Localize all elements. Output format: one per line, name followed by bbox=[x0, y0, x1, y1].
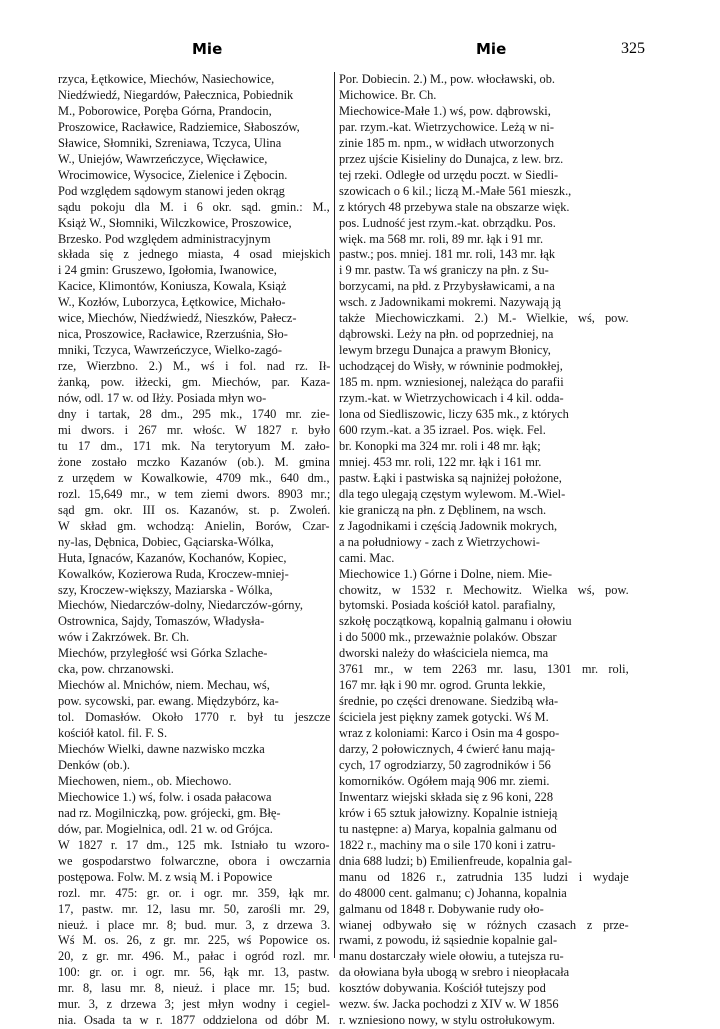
left-guide-word: Mie bbox=[192, 40, 223, 58]
text-line: dny i tartak, 28 dm., 295 mk., 1740 mr. zie- bbox=[58, 407, 330, 422]
text-line: Wrocimowice, Wysocice, Zielenice i Zębocin. bbox=[58, 167, 288, 182]
text-line: uchodzącej do Wisły, w równinie podmokłej, bbox=[339, 359, 563, 374]
text-line: rwami, z powodu, iż sąsiednie kopalnie gal- bbox=[339, 933, 558, 948]
text-line: średnie, po części drenowane. Siedzibą wła- bbox=[339, 694, 559, 709]
text-line: wianej odbywało się w różnych czasach z prze- bbox=[339, 917, 629, 932]
text-line: składa się z jednego miasta, 4 osad miejskich bbox=[58, 247, 331, 262]
text-line: Inwentarz wiejski składa się z 96 koni, 228 bbox=[339, 789, 554, 804]
text-line: manu dostarczały wiele ołowiu, a tutejsza ru- bbox=[339, 949, 564, 964]
text-line: pos. Ludność jest rzym.-kat. obrządku. Pos. bbox=[339, 215, 556, 230]
running-head bbox=[62, 40, 645, 60]
text-line: Denków (ob.). bbox=[58, 757, 130, 772]
text-line: Proszowice, Racławice, Radziemice, Słaboszów, bbox=[58, 119, 300, 134]
text-line: tu następne: a) Marya, kopalnia galmanu od bbox=[339, 821, 557, 836]
text-line: we gospodarstwo folwarczne, obora i owczarnia bbox=[58, 853, 331, 868]
text-line: nia. Osada ta w r. 1877 oddzielona od dóbr M. bbox=[58, 1013, 330, 1028]
text-line: a na południowy - zach z Wietrzychowi- bbox=[339, 534, 540, 549]
text-line: kie graniczą na płn. z Dęblinem, na wsch. bbox=[339, 502, 547, 517]
text-line: krów i 65 sztuk jałowizny. Kopalnie istnieją bbox=[339, 805, 558, 820]
page-number: 325 bbox=[621, 40, 645, 57]
text-line: dąbrowski. Leży na płn. od poprzedniej, na bbox=[339, 327, 554, 342]
text-line: tu 17 dm., 171 mk. Na terytoryum M. zało- bbox=[58, 438, 330, 453]
text-line: dworski należy do właściciela niemca, ma bbox=[339, 646, 549, 661]
right-column bbox=[339, 72, 629, 1029]
text-line: 3761 mr., w tem 2263 mr. lasu, 1301 mr. roli, bbox=[339, 662, 629, 677]
text-line: wezw. św. Jacka pochodzi z XIV w. W 1856 bbox=[339, 997, 559, 1012]
text-line: do 48000 cent. galmanu; c) Johanna, kopalnia bbox=[339, 885, 567, 900]
text-line: sądu pokoju dla M. i 6 okr. sąd. gmin.: M., bbox=[58, 199, 330, 214]
text-line: ściciela jest piękny zamek gotycki. Wś M. bbox=[339, 710, 549, 725]
text-line: pastw.; pos. mniej. 181 mr. roli, 143 mr. łąk bbox=[339, 247, 556, 262]
text-line: nad rz. Mogilniczką, pow. grójecki, gm. Błę- bbox=[58, 805, 281, 820]
text-line: i 9 mr. pastw. Ta wś graniczy na płn. z Su- bbox=[339, 263, 549, 278]
text-line: i 24 gmin: Gruszewo, Igołomia, Iwanowice, bbox=[58, 263, 277, 278]
text-line: bytomski. Posiada kościół katol. parafialny, bbox=[339, 598, 556, 613]
text-line: mur. 3, z drzewa 3; jest młyn wodny i cegiel- bbox=[58, 997, 330, 1012]
text-line: cych, 17 ogrodziarzy, 50 zagrodników i 56 bbox=[339, 757, 551, 772]
text-line: także Miechowiczkami. 2.) M.- Wielkie, wś, pow. bbox=[339, 311, 629, 326]
text-line: cka, pow. chrzanowski. bbox=[58, 662, 174, 677]
text-line: par. rzym.-kat. Wietrzychowice. Leżą w ni- bbox=[339, 119, 554, 134]
text-line: borzycami, na płd. z Przybysławicami, a na bbox=[339, 279, 555, 294]
text-line: dnia 688 ludzi; b) Emilienfreude, kopalnia gal- bbox=[339, 853, 572, 868]
text-line: Por. Dobiecin. 2.) M., pow. włocławski, ob. bbox=[339, 72, 556, 86]
text-line: Miechowice 1.) wś, folw. i osada pałacowa bbox=[58, 789, 272, 804]
text-line: ny-las, Dębnica, Dobiec, Gąciarska-Wólka, bbox=[58, 534, 274, 549]
text-line: nica, Proszowice, Racławice, Rzerzuśnia, Sło- bbox=[58, 327, 288, 342]
text-line: manu od 1826 r., zatrudnia 135 ludzi i wydaje bbox=[339, 869, 629, 884]
text-line: postępowa. Folw. M. z wsią M. i Popowice bbox=[58, 869, 273, 884]
text-line: komorników. Ogółem mają 906 mr. ziemi. bbox=[339, 773, 550, 788]
text-line: br. Konopki ma 324 mr. roli i 48 mr. łąk; bbox=[339, 438, 541, 453]
text-line: chowitz, w 1532 r. Mechowitz. Wielka wś, pow. bbox=[339, 582, 629, 597]
text-line: Książ W., Słomniki, Wilczkowice, Proszowice, bbox=[58, 215, 292, 230]
text-line: Michowice. Br. Ch. bbox=[339, 87, 437, 102]
text-line: mniki, Tczyca, Wawrzeńczyce, Wielko-zagó- bbox=[58, 343, 283, 358]
text-line: dów, par. Mogielnica, odl. 21 w. od Grójca. bbox=[58, 821, 273, 836]
text-line: przez ujście Kisieliny do Dunajca, z lew. brz. bbox=[339, 151, 564, 166]
text-line: cami. Mac. bbox=[339, 550, 395, 565]
text-line: Miechowen, niem., ob. Miechowo. bbox=[58, 773, 232, 788]
text-line: galmanu od 1848 r. Dobywanie rudy oło- bbox=[339, 901, 544, 916]
text-line: Ostrownica, Sajdy, Tomaszów, Władysła- bbox=[58, 614, 265, 629]
text-line: wów i Zakrzówek. Br. Ch. bbox=[58, 630, 190, 645]
text-line: Miechów, przyległość wsi Górka Szlache- bbox=[58, 646, 268, 661]
text-line: Kacice, Klimontów, Koniusza, Kowala, Książ bbox=[58, 279, 287, 294]
text-line: lona od Siedliszowic, liczy 635 mk., z których bbox=[339, 407, 569, 422]
text-line: rzym.-kat. w Wietrzychowicach i 4 kil. odda- bbox=[339, 391, 564, 406]
text-line: 17, pastw. mr. 12, lasu mr. 50, zarośli mr. 29, bbox=[58, 901, 330, 916]
text-line: z Jagodnikami i częścią Jadownik mokrych, bbox=[339, 518, 558, 533]
text-line: tol. Domasłów. Około 1770 r. był tu jeszcze bbox=[58, 710, 331, 725]
text-line: 1822 r., machiny ma o sile 170 koni i zatru- bbox=[339, 837, 556, 852]
text-line: sąd gm. okr. III os. Kazanów, st. p. Zwoleń. bbox=[58, 502, 331, 517]
text-line: wice, Miechów, Niedźwiedź, Nieszków, Pałecz- bbox=[58, 311, 297, 326]
text-line: da ołowiana była ubogą w srebro i nieopłacała bbox=[339, 965, 570, 980]
text-line: Niedźwiedź, Niegardów, Pałecznica, Pobiednik bbox=[58, 87, 294, 102]
text-line: i do 5000 mk., przeważnie polaków. Obszar bbox=[339, 630, 557, 645]
text-line: kościół katol. fil. F. S. bbox=[58, 726, 168, 741]
text-line: kosztów dobywania. Kościół tutejszy pod bbox=[339, 981, 546, 996]
text-line: rze, Wierzbno. 2.) M., wś i fol. nad rz. Ił- bbox=[58, 359, 331, 374]
text-line: rozl. mr. 475: gr. or. i ogr. mr. 359, łąk mr. bbox=[58, 885, 330, 900]
text-line: dla tego ulegają częstym wylewom. M.-Wiel- bbox=[339, 486, 566, 501]
text-line: Kowalków, Kozierowa Ruda, Kroczew-mniej- bbox=[58, 566, 289, 581]
column-divider bbox=[334, 72, 335, 958]
text-line: mniej. 453 mr. roli, 122 mr. łąk i 161 mr. bbox=[339, 454, 542, 469]
text-line: żanką, pow. iłżecki, gm. Miechów, par. Kaza- bbox=[58, 375, 331, 390]
text-line: lewym brzegu Dunajca a prawym Błonicy, bbox=[339, 343, 551, 358]
left-column bbox=[58, 72, 330, 1029]
text-line: Pod względem sądowym stanowi jeden okrąg bbox=[58, 183, 285, 198]
text-line: Miechowice 1.) Górne i Dolne, niem. Mie- bbox=[339, 566, 552, 581]
text-line: szowicach o 6 kil.; liczą M.-Małe 561 mieszk., bbox=[339, 183, 572, 198]
text-line: r. wzniesiono nowy, w stylu ostrołukowym. bbox=[339, 1013, 556, 1028]
text-line: Huta, Ignaców, Kazanów, Kochanów, Kopiec, bbox=[58, 550, 287, 565]
text-line: nów, odl. 17 w. od Iłży. Posiada młyn wo- bbox=[58, 391, 267, 406]
text-line: nieuż. i place mr. 8; bud. mur. 3, z drzewa 3. bbox=[58, 917, 331, 932]
text-line: tej rzeki. Odległe od urzędu poczt. w Siedli- bbox=[339, 167, 559, 182]
text-line: W skład gm. wchodzą: Anielin, Borów, Czar- bbox=[58, 518, 330, 533]
text-line: darzy, 2 połowicznych, 4 ćwierć łanu mają- bbox=[339, 742, 555, 757]
text-line: 185 m. npm. wzniesionej, należąca do parafii bbox=[339, 375, 564, 390]
text-line: pow. sycowski, par. ewang. Międzybórz, ka- bbox=[58, 694, 279, 709]
text-line: W., Kozłów, Luborzyca, Łętkowice, Michało- bbox=[58, 295, 286, 310]
text-line: wraz z koloniami: Karco i Osin ma 4 gospo- bbox=[339, 726, 560, 741]
text-line: z których 48 przebywa stale na obszarze więk. bbox=[339, 199, 570, 214]
text-line: mr. 8, lasu mr. 8, nieuż. i place mr. 15; bud. bbox=[58, 981, 331, 996]
text-line: szy, Kroczew-większy, Maziarska - Wólka, bbox=[58, 582, 273, 597]
text-line: Wś M. os. 26, z gr. mr. 225, wś Popowice os. bbox=[58, 933, 331, 948]
text-line: Miechów al. Mnichów, niem. Mechau, wś, bbox=[58, 678, 270, 693]
text-line: W 1827 r. 17 dm., 125 mk. Istniało tu wzoro- bbox=[58, 837, 330, 852]
text-line: szkołę początkową, kopalnią galmanu i ołowiu bbox=[339, 614, 572, 629]
text-line: M., Poborowice, Poręba Górna, Prandocin, bbox=[58, 103, 272, 118]
text-line: W., Uniejów, Wawrzeńczyce, Więcławice, bbox=[58, 151, 268, 166]
text-line: pastw. Łąki i pastwiska są najniżej położone, bbox=[339, 470, 562, 485]
text-line: zinie 185 m. npm., w widłach utworzonych bbox=[339, 135, 555, 150]
text-line: z urzędem w Kowalkowie, 4709 mk., 640 dm., bbox=[58, 470, 330, 485]
text-line: rozl. 15,649 mr., w tem ziemi dwors. 8903 mr.; bbox=[58, 486, 331, 501]
text-line: 20, z gr. mr. 496. M., pałac i ogród rozl. mr. bbox=[58, 949, 330, 964]
text-line: wsch. z Jadownikami mokremi. Nazywają ją bbox=[339, 295, 561, 310]
text-line: więk. ma 568 mr. roli, 89 mr. łąk i 91 mr. bbox=[339, 231, 544, 246]
text-line: 167 mr. łąk i 90 mr. ogrod. Grunta lekkie, bbox=[339, 678, 546, 693]
text-line: żone zostało mczko Kazanów (ob.). M. gmina bbox=[58, 454, 330, 469]
text-line: rzyca, Łętkowice, Miechów, Nasiechowice, bbox=[58, 72, 275, 86]
text-line: Miechów, Niedarczów-dolny, Niedarczów-górny, bbox=[58, 598, 303, 613]
text-line: 600 rzym.-kat. a 35 izrael. Pos. więk. Fel. bbox=[339, 422, 546, 437]
text-line: Miechów Wielki, dawne nazwisko mczka bbox=[58, 742, 265, 757]
text-line: Brzesko. Pod względem administracyjnym bbox=[58, 231, 271, 246]
text-line: Miechowice-Małe 1.) wś, pow. dąbrowski, bbox=[339, 103, 551, 118]
right-guide-word: Mie bbox=[476, 40, 507, 58]
text-line: 100: gr. or. i ogr. mr. 56, łąk mr. 13, pastw. bbox=[58, 965, 330, 980]
text-line: mi dwors. i 267 mr. włośc. W 1827 r. było bbox=[58, 422, 331, 437]
text-line: Sławice, Słomniki, Szreniawa, Tczyca, Ulina bbox=[58, 135, 282, 150]
